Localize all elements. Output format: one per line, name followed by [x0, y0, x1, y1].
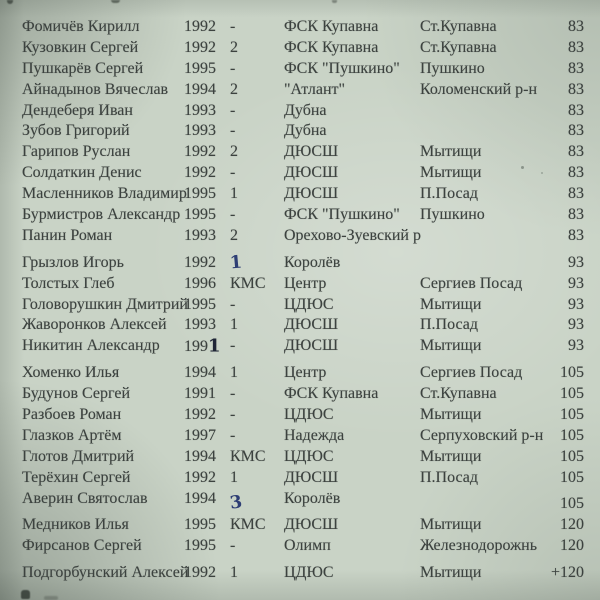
table-row — [22, 121, 600, 142]
weight-category: 83 — [568, 185, 584, 203]
city-name: Мытищи — [420, 406, 482, 424]
athlete-name: Подгорбунский Алексей — [22, 564, 189, 582]
table-row — [22, 59, 600, 80]
weight-category: 93 — [568, 295, 584, 313]
handwritten-year-digit: 1 — [208, 335, 221, 357]
sport-rank: 2 — [230, 80, 238, 98]
city-name — [420, 121, 548, 142]
athlete-name: Глотов Дмитрий — [22, 447, 135, 465]
weight-category: 83 — [568, 59, 584, 77]
birth-year: 1991 — [184, 335, 221, 357]
birth-year: 1993 — [184, 101, 216, 119]
sport-rank: - — [230, 295, 236, 313]
table-row — [22, 405, 600, 426]
athlete-name: Толстых Глеб — [22, 274, 115, 292]
weight-category: 93 — [568, 337, 584, 355]
athlete-name: Хоменко Илья — [22, 364, 120, 382]
table-row — [22, 226, 600, 247]
weight-category: 105 — [560, 447, 584, 465]
city-name: Сергиев Посад — [420, 364, 523, 382]
weight-category: 105 — [560, 494, 584, 512]
athlete-name: Терёхин Сергей — [22, 468, 131, 486]
sport-rank: КМС — [230, 516, 266, 534]
athlete-name: Панин Роман — [22, 226, 113, 244]
table-row — [22, 447, 600, 468]
city-name: П.Посад — [420, 316, 479, 334]
club-name: ДЮСШ — [284, 316, 339, 334]
city-name: Ст.Купавна — [420, 385, 497, 403]
city-name: Коломенский р-н — [420, 80, 538, 98]
table-row — [22, 468, 600, 489]
sport-rank: - — [230, 337, 236, 355]
birth-year: 1995 — [184, 295, 216, 313]
club-name: ДЮСШ — [284, 164, 339, 182]
birth-year: 1992 — [184, 564, 216, 582]
club-name: Олимп — [284, 537, 331, 555]
birth-year: 1994 — [184, 447, 216, 465]
club-name: Центр — [284, 364, 327, 382]
club-name: ФСК Купавна — [284, 385, 379, 403]
club-name: ЦДЮС — [284, 447, 334, 465]
city-name: Пушкино — [420, 59, 485, 77]
weight-category: 105 — [560, 426, 584, 444]
table-row — [22, 80, 600, 101]
sport-rank: 1 — [230, 564, 238, 582]
city-name — [420, 101, 548, 122]
sport-rank: - — [230, 426, 236, 444]
weight-category: 83 — [568, 164, 584, 182]
table-row — [22, 253, 600, 274]
table-row — [22, 142, 600, 163]
athlete-name: Зубов Григорий — [22, 122, 130, 140]
sport-rank: 1 — [230, 185, 238, 203]
table-row — [22, 489, 600, 514]
weight-category: 105 — [560, 406, 584, 424]
weight-category: 105 — [560, 385, 584, 403]
city-name: П.Посад — [420, 185, 479, 203]
birth-year: 1992 — [184, 468, 216, 486]
birth-year: 1993 — [184, 316, 216, 334]
club-name: ЦДЮС — [284, 564, 334, 582]
city-name: Пушкино — [420, 206, 485, 224]
sport-rank — [230, 253, 284, 275]
weight-category: 83 — [568, 143, 584, 161]
birth-year: 1995 — [184, 206, 216, 224]
athlete-name: Никитин Александр — [22, 337, 160, 355]
club-name: "Атлант" — [284, 80, 346, 98]
athlete-name: Разбоев Роман — [22, 406, 122, 424]
weight-category: 93 — [568, 274, 584, 292]
club-name: ЦДЮС — [284, 295, 334, 313]
table-row — [22, 274, 600, 295]
table-row — [22, 336, 600, 357]
table-row — [22, 295, 600, 316]
sport-rank: 2 — [230, 38, 238, 56]
birth-year: 1991 — [184, 385, 216, 403]
city-name: Мытищи — [420, 143, 482, 161]
athlete-name: Кузовкин Сергей — [22, 38, 139, 56]
weight-category: 105 — [560, 364, 584, 382]
club-name: Дубна — [284, 122, 327, 140]
club-name: Орехово-Зуевский р — [284, 226, 421, 244]
city-name: Сергиев Посад — [420, 274, 523, 292]
athlete-name: Бурмистров Александр — [22, 206, 181, 224]
birth-year: 1993 — [184, 226, 216, 244]
sport-rank: - — [230, 406, 236, 424]
city-name: Железнодорожнь — [420, 537, 537, 555]
birth-year: 1992 — [184, 143, 216, 161]
athlete-name: Глазков Артём — [22, 426, 122, 444]
city-name: Мытищи — [420, 295, 482, 313]
table-row — [22, 426, 600, 447]
athlete-name: Аверин Святослав — [22, 489, 148, 507]
table-row — [22, 38, 600, 59]
sport-rank — [228, 489, 284, 514]
city-name: Ст.Купавна — [420, 18, 497, 35]
birth-year: 1994 — [184, 80, 216, 98]
weight-category: 83 — [568, 38, 584, 56]
sport-rank: 1 — [230, 364, 238, 382]
club-name: Центр — [284, 274, 327, 292]
birth-year: 1994 — [184, 364, 216, 382]
athlete-name: Солдаткин Денис — [22, 164, 142, 182]
sport-rank: - — [230, 59, 236, 77]
city-name — [420, 226, 548, 247]
birth-year: 1997 — [184, 426, 216, 444]
club-name: Королёв — [284, 489, 341, 507]
city-name: Мытищи — [420, 516, 482, 534]
table-row — [22, 536, 600, 557]
weight-category: 83 — [568, 18, 584, 35]
athlete-name: Айнадынов Вячеслав — [22, 80, 169, 98]
city-name — [420, 489, 548, 511]
weight-category: +120 — [550, 564, 584, 582]
club-name: Королёв — [284, 253, 341, 271]
table-row — [22, 184, 600, 205]
athlete-name: Будунов Сергей — [22, 385, 131, 403]
city-name: Ст.Купавна — [420, 38, 497, 56]
weight-category: 83 — [568, 206, 584, 224]
birth-year: 1992 — [184, 164, 216, 182]
athlete-name: Фирсанов Сергей — [22, 537, 142, 555]
table-row — [22, 563, 600, 584]
weight-category: 120 — [560, 516, 584, 534]
sport-rank: - — [230, 18, 236, 35]
athlete-name: Фомичёв Кирилл — [22, 18, 140, 35]
city-name: Мытищи — [420, 564, 482, 582]
club-name: ФСК Купавна — [284, 18, 379, 35]
birth-year: 1992 — [184, 253, 216, 271]
birth-year: 1992 — [184, 38, 216, 56]
city-name: Мытищи — [420, 337, 482, 355]
weight-category: 105 — [560, 468, 584, 486]
club-name: Надежда — [284, 426, 345, 444]
sport-rank: - — [230, 537, 236, 555]
weight-category: 93 — [568, 316, 584, 334]
club-name: ФСК "Пушкино" — [284, 59, 400, 77]
sport-rank: 2 — [230, 143, 238, 161]
birth-year: 1992 — [184, 406, 216, 424]
table-row — [22, 363, 600, 384]
athlete-name: Грызлов Игорь — [22, 253, 124, 271]
sport-rank: - — [230, 122, 236, 140]
sport-rank: - — [230, 206, 236, 224]
weight-category: 83 — [568, 80, 584, 98]
athlete-name: Пушкарёв Сергей — [22, 59, 144, 77]
athlete-name: Головорушкин Дмитрий — [22, 295, 188, 313]
sport-rank: КМС — [230, 447, 266, 465]
table-row — [22, 205, 600, 226]
city-name — [420, 253, 548, 275]
athlete-name: Дендеберя Иван — [22, 101, 133, 119]
sport-rank: - — [230, 101, 236, 119]
club-name: ДЮСШ — [284, 337, 339, 355]
athlete-name: Жаворонков Алексей — [22, 316, 167, 334]
club-name: ДЮСШ — [284, 185, 339, 203]
sport-rank: - — [230, 164, 236, 182]
club-name: ДЮСШ — [284, 143, 339, 161]
birth-year: 1993 — [184, 122, 216, 140]
club-name: ДЮСШ — [284, 468, 339, 486]
weight-category: 93 — [568, 253, 584, 271]
city-name: Серпуховский р-н — [420, 426, 544, 444]
birth-year: 1992 — [184, 18, 216, 35]
weight-category: 120 — [560, 537, 584, 555]
sport-rank: 1 — [230, 468, 238, 486]
sport-rank: 2 — [230, 226, 238, 244]
athlete-name: Масленников Владимир — [22, 185, 187, 203]
city-name: Мытищи — [420, 447, 482, 465]
weight-category: 83 — [568, 101, 584, 119]
birth-year: 1996 — [184, 274, 216, 292]
sport-rank: КМС — [230, 274, 266, 292]
table-row — [22, 315, 600, 336]
handwritten-rank: 1 — [229, 252, 243, 274]
table-row — [22, 17, 600, 38]
club-name: ДЮСШ — [284, 516, 339, 534]
handwritten-rank: 3 — [228, 491, 244, 514]
club-name: Дубна — [284, 101, 327, 119]
sport-rank: 1 — [230, 316, 238, 334]
weight-category: 83 — [568, 122, 584, 140]
athlete-name: Медников Илья — [22, 516, 129, 534]
club-name: ФСК "Пушкино" — [284, 206, 400, 224]
club-name: ФСК Купавна — [284, 38, 379, 56]
city-name: Мытищи — [420, 164, 482, 182]
athlete-name: Гарипов Руслан — [22, 143, 131, 161]
birth-year: 1995 — [184, 537, 216, 555]
table-row — [22, 515, 600, 536]
birth-year: 1995 — [184, 185, 216, 203]
birth-year: 1994 — [184, 489, 216, 507]
sport-rank: - — [230, 385, 236, 403]
club-name: ЦДЮС — [284, 406, 334, 424]
table-row — [22, 163, 600, 184]
table-row — [22, 384, 600, 405]
birth-year: 1995 — [184, 516, 216, 534]
table-row — [22, 101, 600, 122]
city-name: П.Посад — [420, 468, 479, 486]
birth-year: 1995 — [184, 59, 216, 77]
weight-category: 83 — [568, 226, 584, 244]
